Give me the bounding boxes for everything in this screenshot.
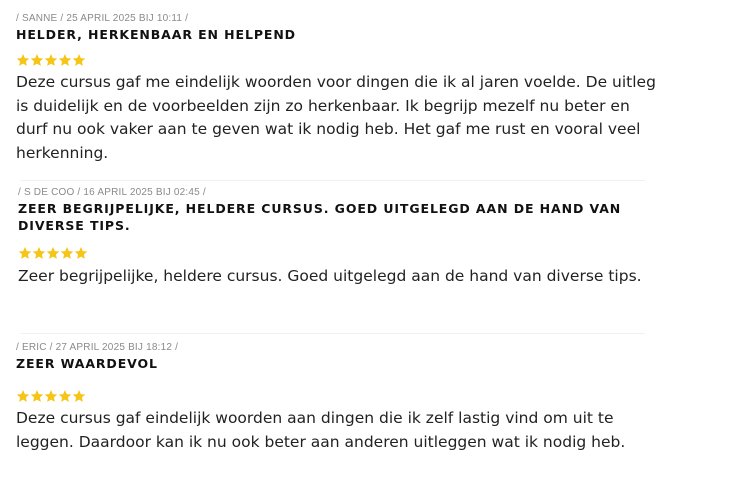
star-icon <box>46 246 60 260</box>
star-rating <box>18 246 668 260</box>
star-icon <box>44 53 58 67</box>
star-icon <box>72 53 86 67</box>
star-icon <box>16 389 30 403</box>
star-icon <box>32 246 46 260</box>
star-icon <box>60 246 74 260</box>
review-text: Deze cursus gaf me eindelijk woorden voor dingen die ik al jaren voelde. De uitleg is duidelijk en de voorbeelden zijn zo herkenbaar. Ik begrijp mezelf nu beter en durf nu ook vaker aan te geven wat ik nodig heb. Het gaf me rust en vooral veel herkenning. <box>16 73 656 162</box>
review-title: ZEER WAARDEVOL <box>16 356 158 371</box>
review-title: HELDER, HERKENBAAR EN HELPEND <box>16 27 296 42</box>
review-item <box>16 12 666 165</box>
star-icon <box>74 246 88 260</box>
review-meta: / SANNE / 25 APRIL 2025 BIJ 10:11 / <box>16 13 189 24</box>
star-rating <box>16 53 666 67</box>
star-icon <box>72 389 86 403</box>
review-title: ZEER BEGRIJPELIJKE, HELDERE CURSUS. GOED UITGELEGD AAN DE HAND VAN DIVERSE TIPS. <box>18 201 622 233</box>
review-divider <box>20 333 645 334</box>
review-divider <box>20 180 645 181</box>
review-text: Deze cursus gaf eindelijk woorden aan dingen die ik zelf lastig vind om uit te leggen. Daardoor kan ik nu ook beter aan anderen uitleggen wat ik nodig heb. <box>16 409 626 451</box>
star-icon <box>30 53 44 67</box>
star-icon <box>44 389 58 403</box>
review-text: Zeer begrijpelijke, heldere cursus. Goed uitgelegd aan de hand van diverse tips. <box>18 267 642 285</box>
star-icon <box>16 53 30 67</box>
star-icon <box>58 53 72 67</box>
star-icon <box>58 389 72 403</box>
star-icon <box>18 246 32 260</box>
star-rating <box>16 389 656 403</box>
star-icon <box>30 389 44 403</box>
review-item <box>16 341 656 454</box>
review-item <box>18 186 668 289</box>
review-meta: / ERIC / 27 APRIL 2025 BIJ 18:12 / <box>16 342 179 353</box>
review-meta: / S DE COO / 16 APRIL 2025 BIJ 02:45 / <box>18 187 206 198</box>
